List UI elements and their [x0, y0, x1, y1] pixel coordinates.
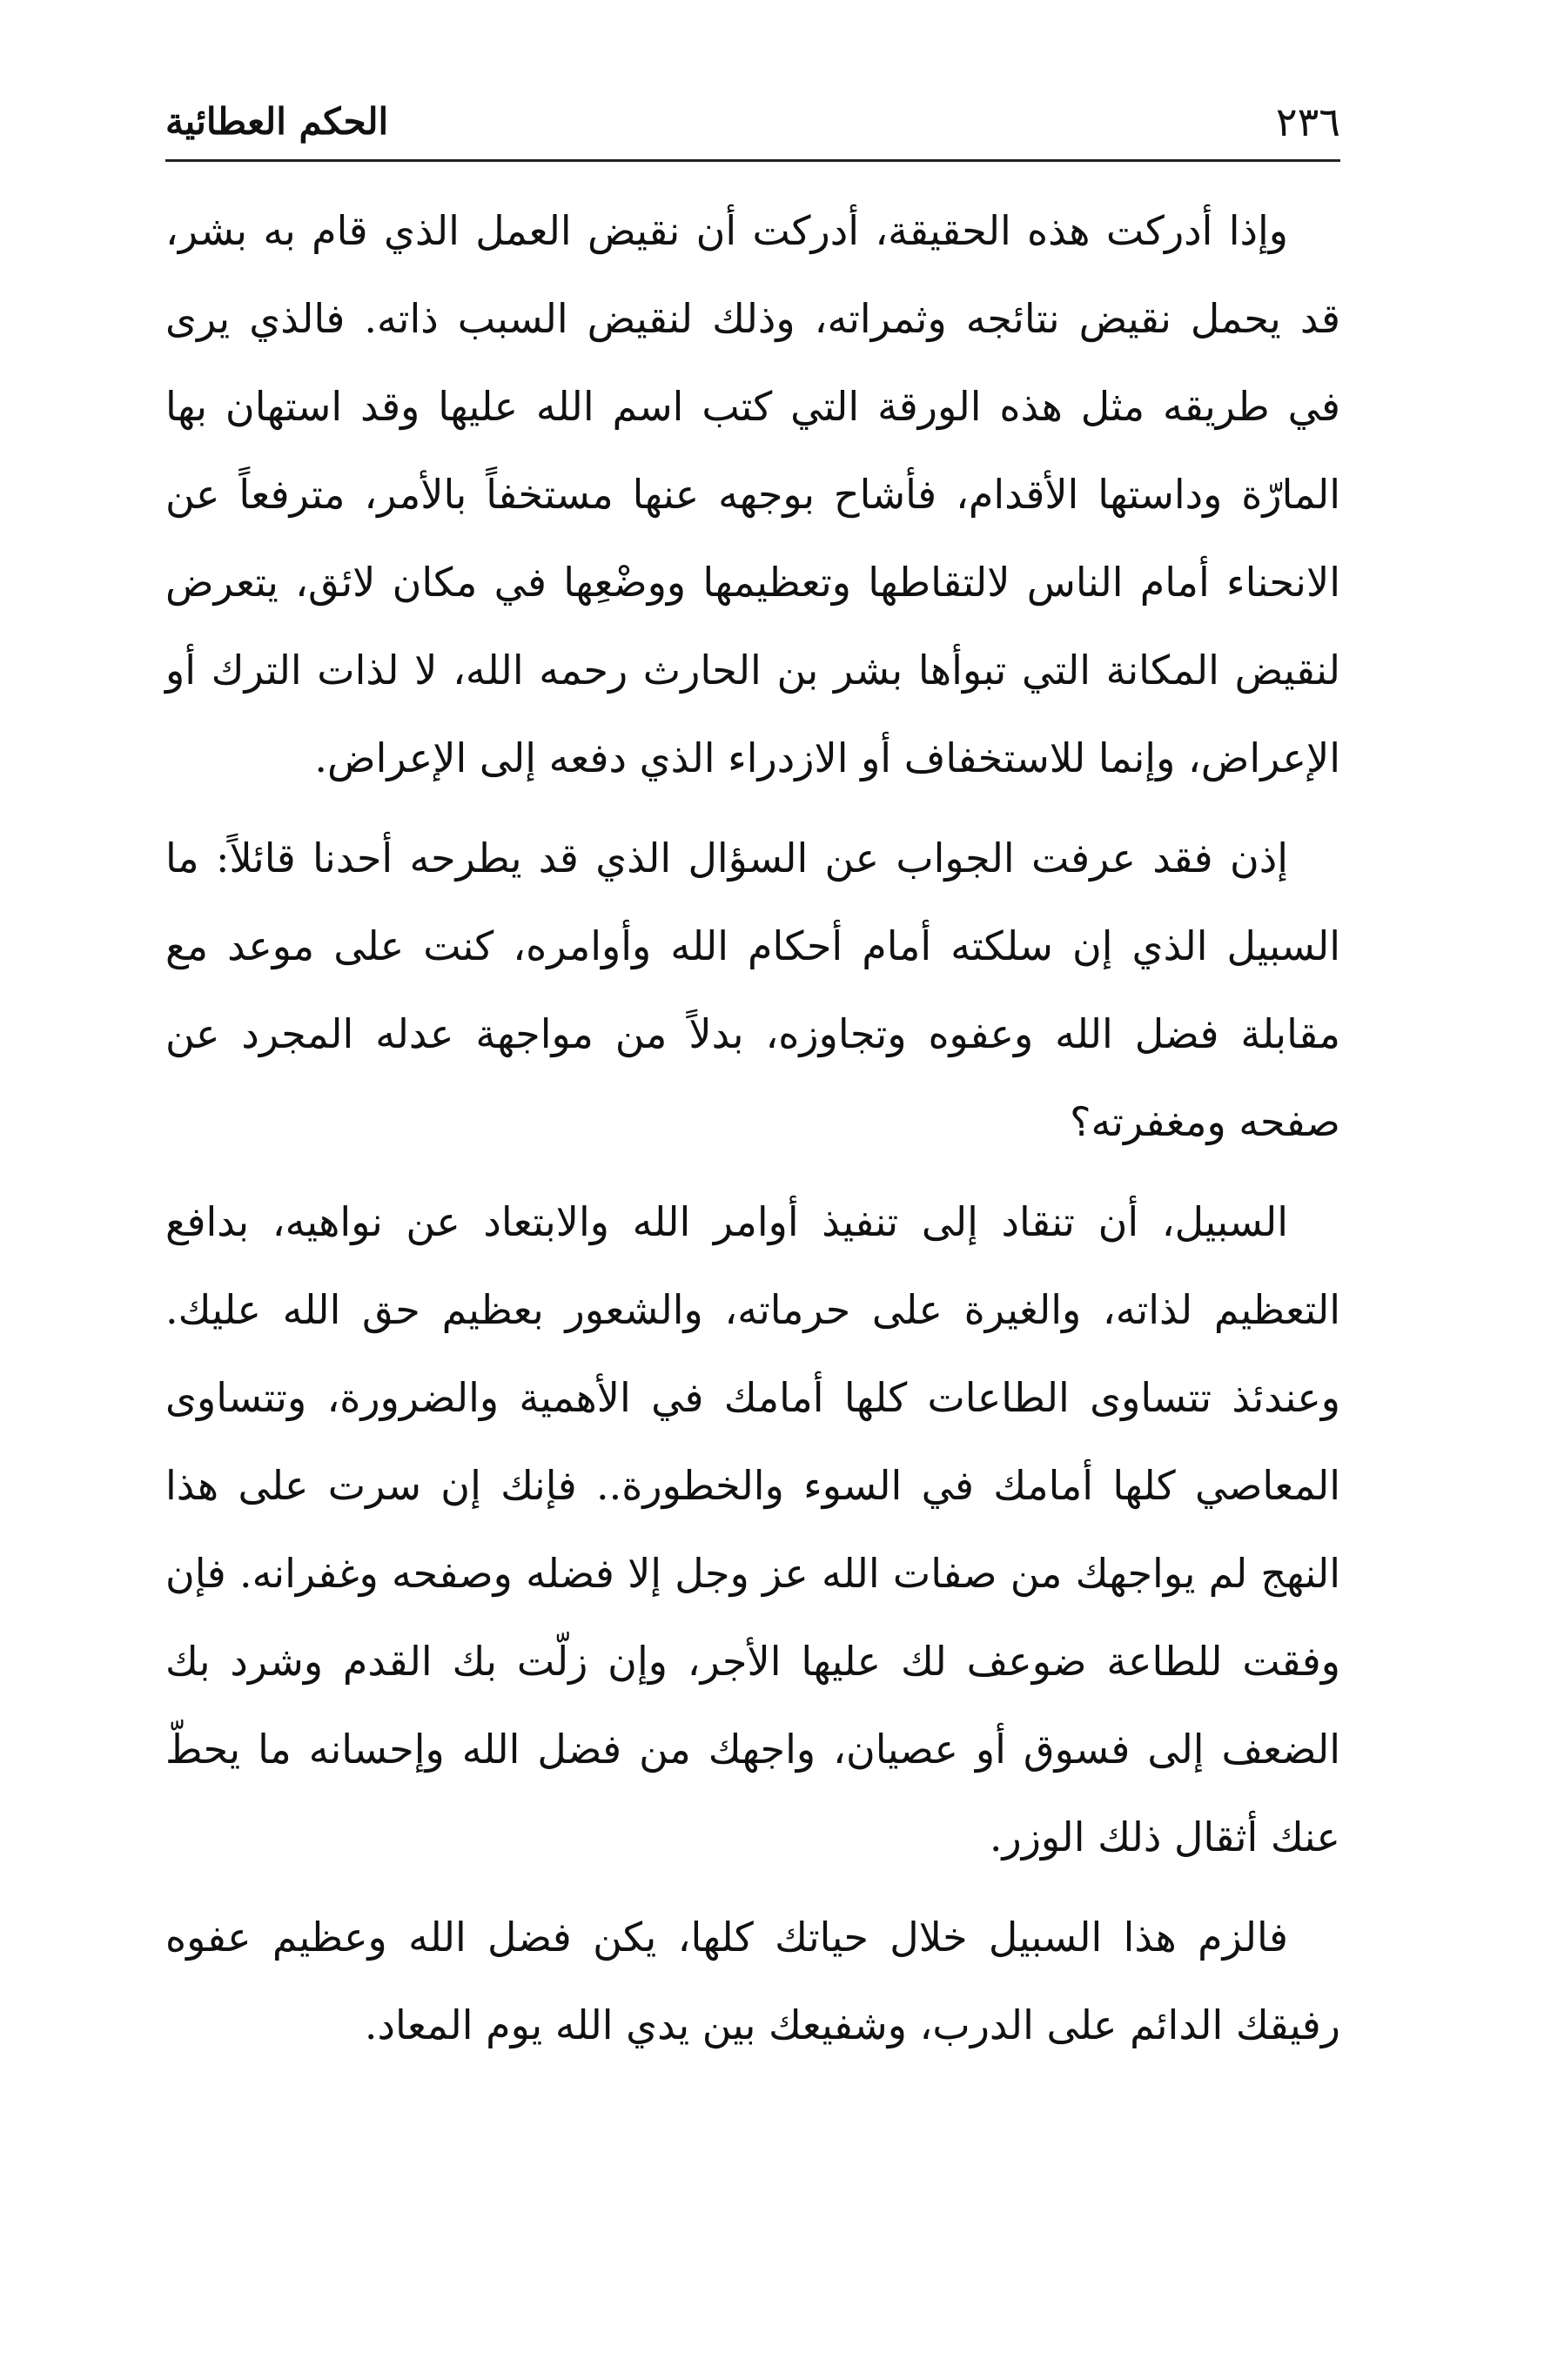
page-header	[165, 96, 1340, 157]
header-divider	[165, 159, 1340, 162]
paragraph-3: السبيل، أن تنقاد إلى تنفيذ أوامر الله والابتعاد عن نواهيه، بدافع التعظيم لذاته، والغيرة على حرماته، والشعور بعظيم حق الله عليك. وعندئذ تتساوى الطاعات كلها أمامك في الأهمية والضرورة، وتتساوى المعاصي كلها أمامك في السوء والخطورة.. فإنك إن سرت على هذا النهج لم يواجهك من صفات الله عز وجل إلا فضله وصفحه وغفرانه. فإن وفقت للطاعة ضوعف لك عليها الأجر، وإن زلّت بك القدم وشرد بك الضعف إلى فسوق أو عصيان، واجهك من فضل الله وإحسانه ما يحطّ عنك أثقال ذلك الوزر.	[165, 1198, 1340, 1860]
paragraph-4: فالزم هذا السبيل خلال حياتك كلها، يكن فضل الله وعظيم عفوه رفيقك الدائم على الدرب، وشفيعك بين يدي الله يوم المعاد.	[165, 1914, 1340, 2048]
paragraph-2: إذن فقد عرفت الجواب عن السؤال الذي قد يطرحه أحدنا قائلاً: ما السبيل الذي إن سلكته أمام أحكام الله وأوامره، كنت على موعد مع مقابلة فضل الله وعفوه وتجاوزه، بدلاً من مواجهة عدله المجرد عن صفحه ومغفرته؟	[165, 835, 1340, 1145]
page-number: ٢٣٦	[1275, 98, 1340, 145]
page-body	[165, 187, 1340, 2082]
paragraph-1: وإذا أدركت هذه الحقيقة، أدركت أن نقيض العمل الذي قام به بشر، قد يحمل نقيض نتائجه وثمراته، وذلك لنقيض السبب ذاته. فالذي يرى في طريقه مثل هذه الورقة التي كتب اسم الله عليها وقد استهان بها المارّة وداستها الأقدام، فأشاح بوجهه عنها مستخفاً بالأمر، مترفعاً عن الانحناء أمام الناس لالتقاطها وتعظيمها ووضْعِها في مكان لائق، يتعرض لنقيض المكانة التي تبوأها بشر بن الحارث رحمه الله، لا لذات الترك أو الإعراض، وإنما للاستخفاف أو الازدراء الذي دفعه إلى الإعراض.	[165, 207, 1340, 781]
running-title: الحكم العطائية	[165, 100, 389, 143]
